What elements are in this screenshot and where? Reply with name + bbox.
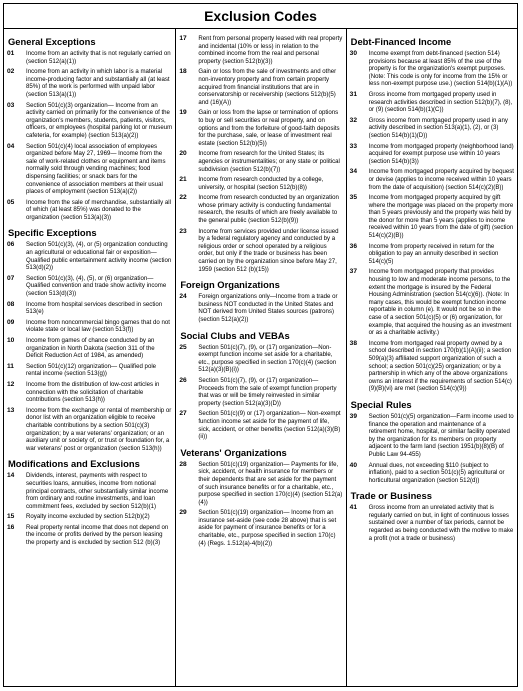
code-value: 04 — [7, 142, 15, 150]
code-value: 11 — [7, 362, 14, 370]
code-number — [179, 509, 198, 547]
exclusion-code-item — [179, 461, 342, 507]
code-description: Rent from personal property leased with real property and incidental (10% or less) in relation to the combined income from the real and personal property (section 512(b)(3)) — [198, 35, 343, 65]
section-heading: Modifications and Exclusions — [8, 458, 140, 470]
code-description: Income from mortgaged property (neighborhood land) acquired for exempt purpose use within 10 years (section 514(b)(3)) — [368, 142, 514, 165]
code-number — [350, 194, 369, 240]
code-value: 03 — [7, 101, 15, 109]
code-description: Annual dues, not exceeding $110 (subject to inflation), paid to a section 501(c)(5) agricultural or horticultural organization (section 512(d)) — [368, 461, 505, 484]
exclusion-code-item — [179, 176, 342, 191]
code-value: 24 — [179, 293, 187, 301]
exclusion-code-item — [179, 410, 342, 440]
code-description: Section 501(c)(3), (4), or (5) organization conducting an agricultural or educational fair or exposition— Qualified public entertainment activity income (section 513(d)(2)) — [26, 241, 172, 272]
code-number — [179, 293, 198, 323]
code-number — [7, 407, 26, 453]
exclusion-code-item — [7, 275, 172, 298]
exclusion-code-item — [7, 241, 172, 271]
code-value: 07 — [7, 274, 15, 282]
code-value: 13 — [7, 406, 15, 414]
code-description: Dividends, interest, payments with respect to securities loans, annuities, income from notional principal contracts, other substantially similar income from ordinary and routine investments, and loan commitment fees, excluded by section 512(b)(1) — [26, 472, 169, 510]
code-number — [7, 301, 26, 316]
code-description: Royalty income excluded by section 512(b)(2) — [26, 513, 150, 521]
code-description: Income from hospital services described in section 513(e) — [26, 300, 163, 316]
exclusion-code-item — [179, 35, 342, 65]
code-value: 33 — [349, 142, 358, 150]
code-number — [350, 243, 369, 266]
code-description: Income from the exchange or rental of membership or donor list with an organization eligible to receive charitable contributions by a section 501(c)(3) organization; by a war veterans' organization; or an auxiliary unit or society of, or trust or foundation for, a war veterans' post or organization (section 513(h)) — [26, 406, 172, 452]
code-number — [179, 68, 198, 106]
code-number — [7, 381, 26, 404]
code-number — [179, 344, 198, 374]
code-value: 30 — [349, 50, 358, 57]
code-description: Income from an activity in which labor is a material income-producing factor and substantially all (at least 85%) of the work is performed with unpaid labor (section 513(a)(1)) — [26, 68, 170, 98]
code-number — [7, 513, 26, 521]
code-value: 22 — [179, 194, 187, 202]
exclusion-code-item — [7, 50, 172, 65]
code-description: Section 501(c)(19) organization— Payments for life, sick, accident, or health insurance for members or their dependents that are set aside for the payment of such insurance benefits or for a charitable, etc., purpose specified in section 170(c)(4) (section 512(a)(4)) — [198, 460, 343, 506]
code-value: 21 — [179, 176, 187, 184]
section-heading: General Exceptions — [8, 36, 96, 47]
code-number — [7, 143, 26, 196]
code-description: Gross income from mortgaged property used in research activities described in section 512(b)(7), (8), or (9) (section 514(b)(1)(C)) — [368, 90, 513, 114]
exclusion-code-item — [350, 117, 514, 140]
section-heading: Specific Exceptions — [8, 227, 97, 239]
code-number — [7, 199, 26, 222]
exclusion-code-item — [7, 319, 172, 334]
code-number — [350, 91, 369, 114]
code-value: 23 — [179, 227, 187, 235]
code-value: 41 — [349, 504, 358, 512]
exclusion-code-item — [179, 293, 342, 323]
code-description: Section 501(c)(4) local association of employees organized before May 27, 1969— Income from the sale of work-related clothes or equipment and items normally sold through vending machines; food dispensing facilities; or snack bars for the convenience of association members at their usual places of employment (section 513(a)(2)) — [26, 142, 166, 196]
code-value: 29 — [179, 509, 187, 517]
code-number — [7, 241, 26, 271]
section-heading: Special Rules — [350, 398, 412, 410]
exclusion-code-item — [350, 194, 514, 240]
code-description: Section 501(c)(7), (9), or (17) organization—Non-exempt function income set aside for a charitable, etc., purpose specified in section 170(c)(4) (section 512(a)(3)(B)(i)) — [198, 343, 337, 374]
code-description: Section 501(c)(19) organization— Income from an insurance set-aside (see code 28 above) that is set aside for payment of insurance benefits or for a charitable, etc., purpose specified in section 170(c)(4) (Regs. 1.512(a)-4(b)(2)) — [198, 509, 337, 547]
code-description: Section 501(c)(3), (4), (5), or (6) organization—Qualified convention and trade show activity income (section 513(d)(3)) — [26, 274, 167, 298]
code-value: 19 — [179, 109, 187, 117]
code-value: 36 — [349, 242, 358, 250]
column-3 — [346, 29, 517, 686]
code-number — [350, 504, 369, 542]
exclusion-codes-panel — [3, 3, 518, 687]
code-description: Income from mortgaged property that provides housing to low and moderate income persons, to the extent the mortgage is insured by the Federal Housing Administration (section 514(c)(6)). (Note: In many cases, this would be exempt function income reportable in column (e). It would not be so in the case of a section 501(c)(5) or (6) organization, for example, that acquired the housing as an investment or as a charitable activity.) — [368, 268, 512, 337]
code-number — [7, 472, 26, 510]
code-number — [350, 268, 369, 336]
code-number — [7, 337, 26, 360]
code-number — [179, 410, 198, 440]
section-heading: Debt-Financed Income — [350, 36, 452, 47]
code-description: Section 501(c)(7), (9), or (17) organization—Proceeds from the sale of exempt function property that was or will be timely reinvested in similar property (section 512(a)(3)(D)) — [198, 376, 337, 407]
code-description: Income from the sale of merchandise, substantially all of which (at least 85%) was donated to the organization (section 513(a)(3)) — [26, 198, 171, 221]
code-number — [350, 143, 369, 166]
code-description: Income from mortgaged property acquired by bequest or devise (applies to income received within 10 years from the date of acquisition) (section 514(c)(2)(B)) — [368, 168, 514, 191]
exclusion-code-item — [179, 509, 342, 547]
code-value: 37 — [349, 268, 358, 276]
exclusion-code-item — [179, 228, 342, 274]
code-value: 12 — [7, 380, 15, 388]
code-description: Income from research for the United States; its agencies or instrumentalities; or any state or political subdivision (section 512(b)(7)) — [198, 150, 340, 173]
code-number — [350, 462, 369, 485]
exclusion-code-item — [7, 199, 172, 222]
column-2 — [175, 29, 345, 686]
code-value: 15 — [7, 513, 15, 521]
code-number — [179, 150, 198, 173]
code-number — [350, 340, 369, 393]
column-1 — [4, 29, 175, 686]
exclusion-code-item — [350, 50, 514, 88]
exclusion-code-item — [350, 413, 514, 459]
section-heading: Social Clubs and VEBAs — [180, 329, 290, 341]
code-description: Foreign organizations only—Income from a trade or business NOT conducted in the United States and NOT derived from United States sources (patrons) (section 512(a)(2)) — [198, 293, 338, 323]
code-description: Section 501(c)(5) organization—Farm income used to finance the operation and maintenance of a retirement home, hospital, or similar facility operated by the organization for its members on property adjacent to the farm land (section 1951(b)(8)(B) of Public Law 94-455) — [368, 412, 514, 458]
code-value: 10 — [7, 337, 15, 344]
code-number — [179, 109, 198, 147]
section-heading: Foreign Organizations — [180, 279, 280, 291]
code-value: 31 — [349, 90, 358, 98]
exclusion-code-item — [179, 109, 342, 147]
code-value: 14 — [7, 472, 15, 480]
code-value: 26 — [179, 376, 187, 384]
exclusion-code-item — [179, 377, 342, 407]
exclusion-code-item — [7, 407, 172, 453]
code-value: 18 — [179, 68, 187, 76]
exclusion-code-item — [350, 462, 514, 485]
code-value: 17 — [179, 35, 187, 42]
code-description: Income from games of chance conducted by an organization in North Dakota (section 311 of the Deficit Reduction Act of 1984, as amended) — [26, 337, 155, 360]
code-number — [7, 68, 26, 98]
exclusion-code-item — [7, 68, 172, 98]
code-description: Income from property received in return for the obligation to pay an annuity described in section 514(c)(5) — [368, 242, 499, 265]
code-number — [179, 377, 198, 407]
exclusion-code-item — [350, 340, 514, 393]
code-value: 16 — [7, 523, 15, 531]
code-description: Gross income from mortgaged property used in any activity described in section 513(a)(1), (2), or (3) (section 514(b)(1)(D)) — [368, 116, 508, 139]
code-number — [350, 50, 369, 88]
code-number — [350, 413, 369, 459]
exclusion-code-item — [179, 68, 342, 106]
section-heading: Trade or Business — [350, 490, 432, 502]
code-value: 01 — [7, 50, 15, 57]
code-description: Income from the distribution of low-cost articles in connection with the solicitation of charitable contributions (section 513(h)) — [26, 380, 160, 404]
exclusion-code-item — [179, 150, 342, 173]
code-number — [7, 363, 26, 378]
code-description: Gross income from an unrelated activity that is regularly carried on but, in light of continuous losses sustained over a number of tax periods, cannot be regarded as being conducted with the motive to make a profit (not a trade or business) — [368, 504, 514, 542]
section-heading: Veterans' Organizations — [180, 446, 287, 458]
code-description: Income from research conducted by a college, university, or hospital (section 512(b)(8)) — [198, 176, 324, 191]
exclusion-code-item — [7, 524, 172, 547]
code-description: Income from mortgaged property acquired by gift where the mortgage was placed on the property more than 5 years previously and the property was held by the donor for more than 5 years (applies to income received within 10 years from the date of gift) (section 514(c)(2)(B)) — [368, 194, 514, 240]
code-description: Gain or loss from the sale of investments and other non-inventory property and from certain property acquired from financial institutions that are in conservatorship or receivership (sections 512(b)(5) and (16)(A)) — [198, 68, 337, 106]
code-value: 02 — [7, 68, 15, 76]
columns-container — [4, 29, 517, 686]
exclusion-code-item — [7, 301, 172, 316]
exclusion-code-item — [7, 381, 172, 404]
code-number — [179, 176, 198, 191]
code-description: Income from noncommercial bingo games that do not violate state or local law (section 513(f)) — [26, 318, 170, 334]
page-title: Exclusion Codes — [4, 4, 517, 29]
code-number — [7, 275, 26, 298]
code-number — [7, 102, 26, 140]
exclusion-code-item — [350, 243, 514, 266]
code-value: 08 — [7, 300, 15, 308]
code-value: 35 — [349, 194, 358, 202]
exclusion-code-item — [7, 102, 172, 140]
code-value: 38 — [349, 339, 358, 347]
code-number — [350, 168, 369, 191]
code-value: 28 — [179, 460, 187, 468]
exclusion-code-item — [7, 513, 172, 521]
code-number — [7, 319, 26, 334]
code-description: Income from mortgaged real property owned by a school described in section 170(b)(1)(A)(ii); a section 509(a)(3) affiliated support organization of such a school; a section 501(c)(25) organization; or by a partnership in which any of the above organizations owns an interest if the requirements of section 514(c)(9)(B)(vi) are met (section 514(c)(9)) — [368, 339, 512, 393]
code-value: 25 — [179, 343, 187, 351]
code-number — [179, 35, 198, 65]
code-description: Income from services provided under license issued by a federal regulatory agency and conducted by a religious order or school operated by a religious order, but only if the trade or business has been carried on by the organization since before May 27, 1959 (section 512 (b)(15)) — [198, 227, 339, 273]
code-number — [179, 194, 198, 224]
code-description: Real property rental income that does not depend on the income or profits derived by the person leasing the property and is excluded by section 512 (b)(3) — [26, 523, 169, 547]
code-description: Gain or loss from the lapse or termination of options to buy or sell securities or real property, and on options and from the forfeiture of good-faith deposits for the purchase, sale, or lease of investment real estate (section 512(b)(5)) — [198, 109, 340, 147]
exclusion-code-item — [350, 268, 514, 336]
code-value: 39 — [349, 412, 358, 420]
code-number — [179, 228, 198, 274]
code-value: 32 — [349, 116, 358, 124]
exclusion-code-item — [7, 363, 172, 378]
exclusion-code-item — [7, 337, 172, 360]
code-value: 09 — [7, 318, 15, 326]
exclusion-code-item — [179, 344, 342, 374]
code-number — [7, 50, 26, 65]
code-value: 27 — [179, 410, 187, 418]
exclusion-code-item — [350, 143, 514, 166]
code-description: Section 501(c)(3) organization— Income from an activity carried on primarily for the convenience of the organization's members, students, patients, visitors, officers, or employees (hospital parking lot or museum cafeteria, for example) (section 513(a)(2)) — [26, 101, 173, 139]
code-description: Income from an activity that is not regularly carried on (section 512(a)(1)) — [26, 50, 171, 65]
code-description: Income from research conducted by an organization whose primary activity is conducting fundamental research, the results of which are freely available to the general public (section 512(b)(9)) — [198, 194, 339, 225]
code-description: Section 501(c)(9) or (17) organization— Non-exempt function income set aside for the payment of life, sick, accident, or other benefits (section 512(a)(3)(B)(ii)) — [198, 410, 341, 441]
exclusion-code-item — [350, 504, 514, 542]
exclusion-code-item — [350, 168, 514, 191]
code-description: Section 501(c)(12) organization— Qualified pole rental income (section 513(g)) — [26, 362, 157, 378]
code-number — [7, 524, 26, 547]
exclusion-code-item — [179, 194, 342, 224]
code-value: 40 — [349, 461, 358, 469]
code-number — [350, 117, 369, 140]
exclusion-code-item — [7, 143, 172, 196]
code-value: 20 — [179, 150, 187, 158]
code-value: 06 — [7, 241, 15, 249]
code-value: 34 — [349, 168, 358, 176]
exclusion-code-item — [7, 472, 172, 510]
code-description: Income exempt from debt-financed (section 514) provisions because at least 85% of the use of the property is for the organization's exempt purposes. (Note: This code is only for income from the 15% or less non-exempt purpose use.) (section 514(b)(1)(A)) — [368, 50, 513, 88]
code-number — [179, 461, 198, 507]
code-value: 05 — [7, 198, 15, 206]
exclusion-code-item — [350, 91, 514, 114]
